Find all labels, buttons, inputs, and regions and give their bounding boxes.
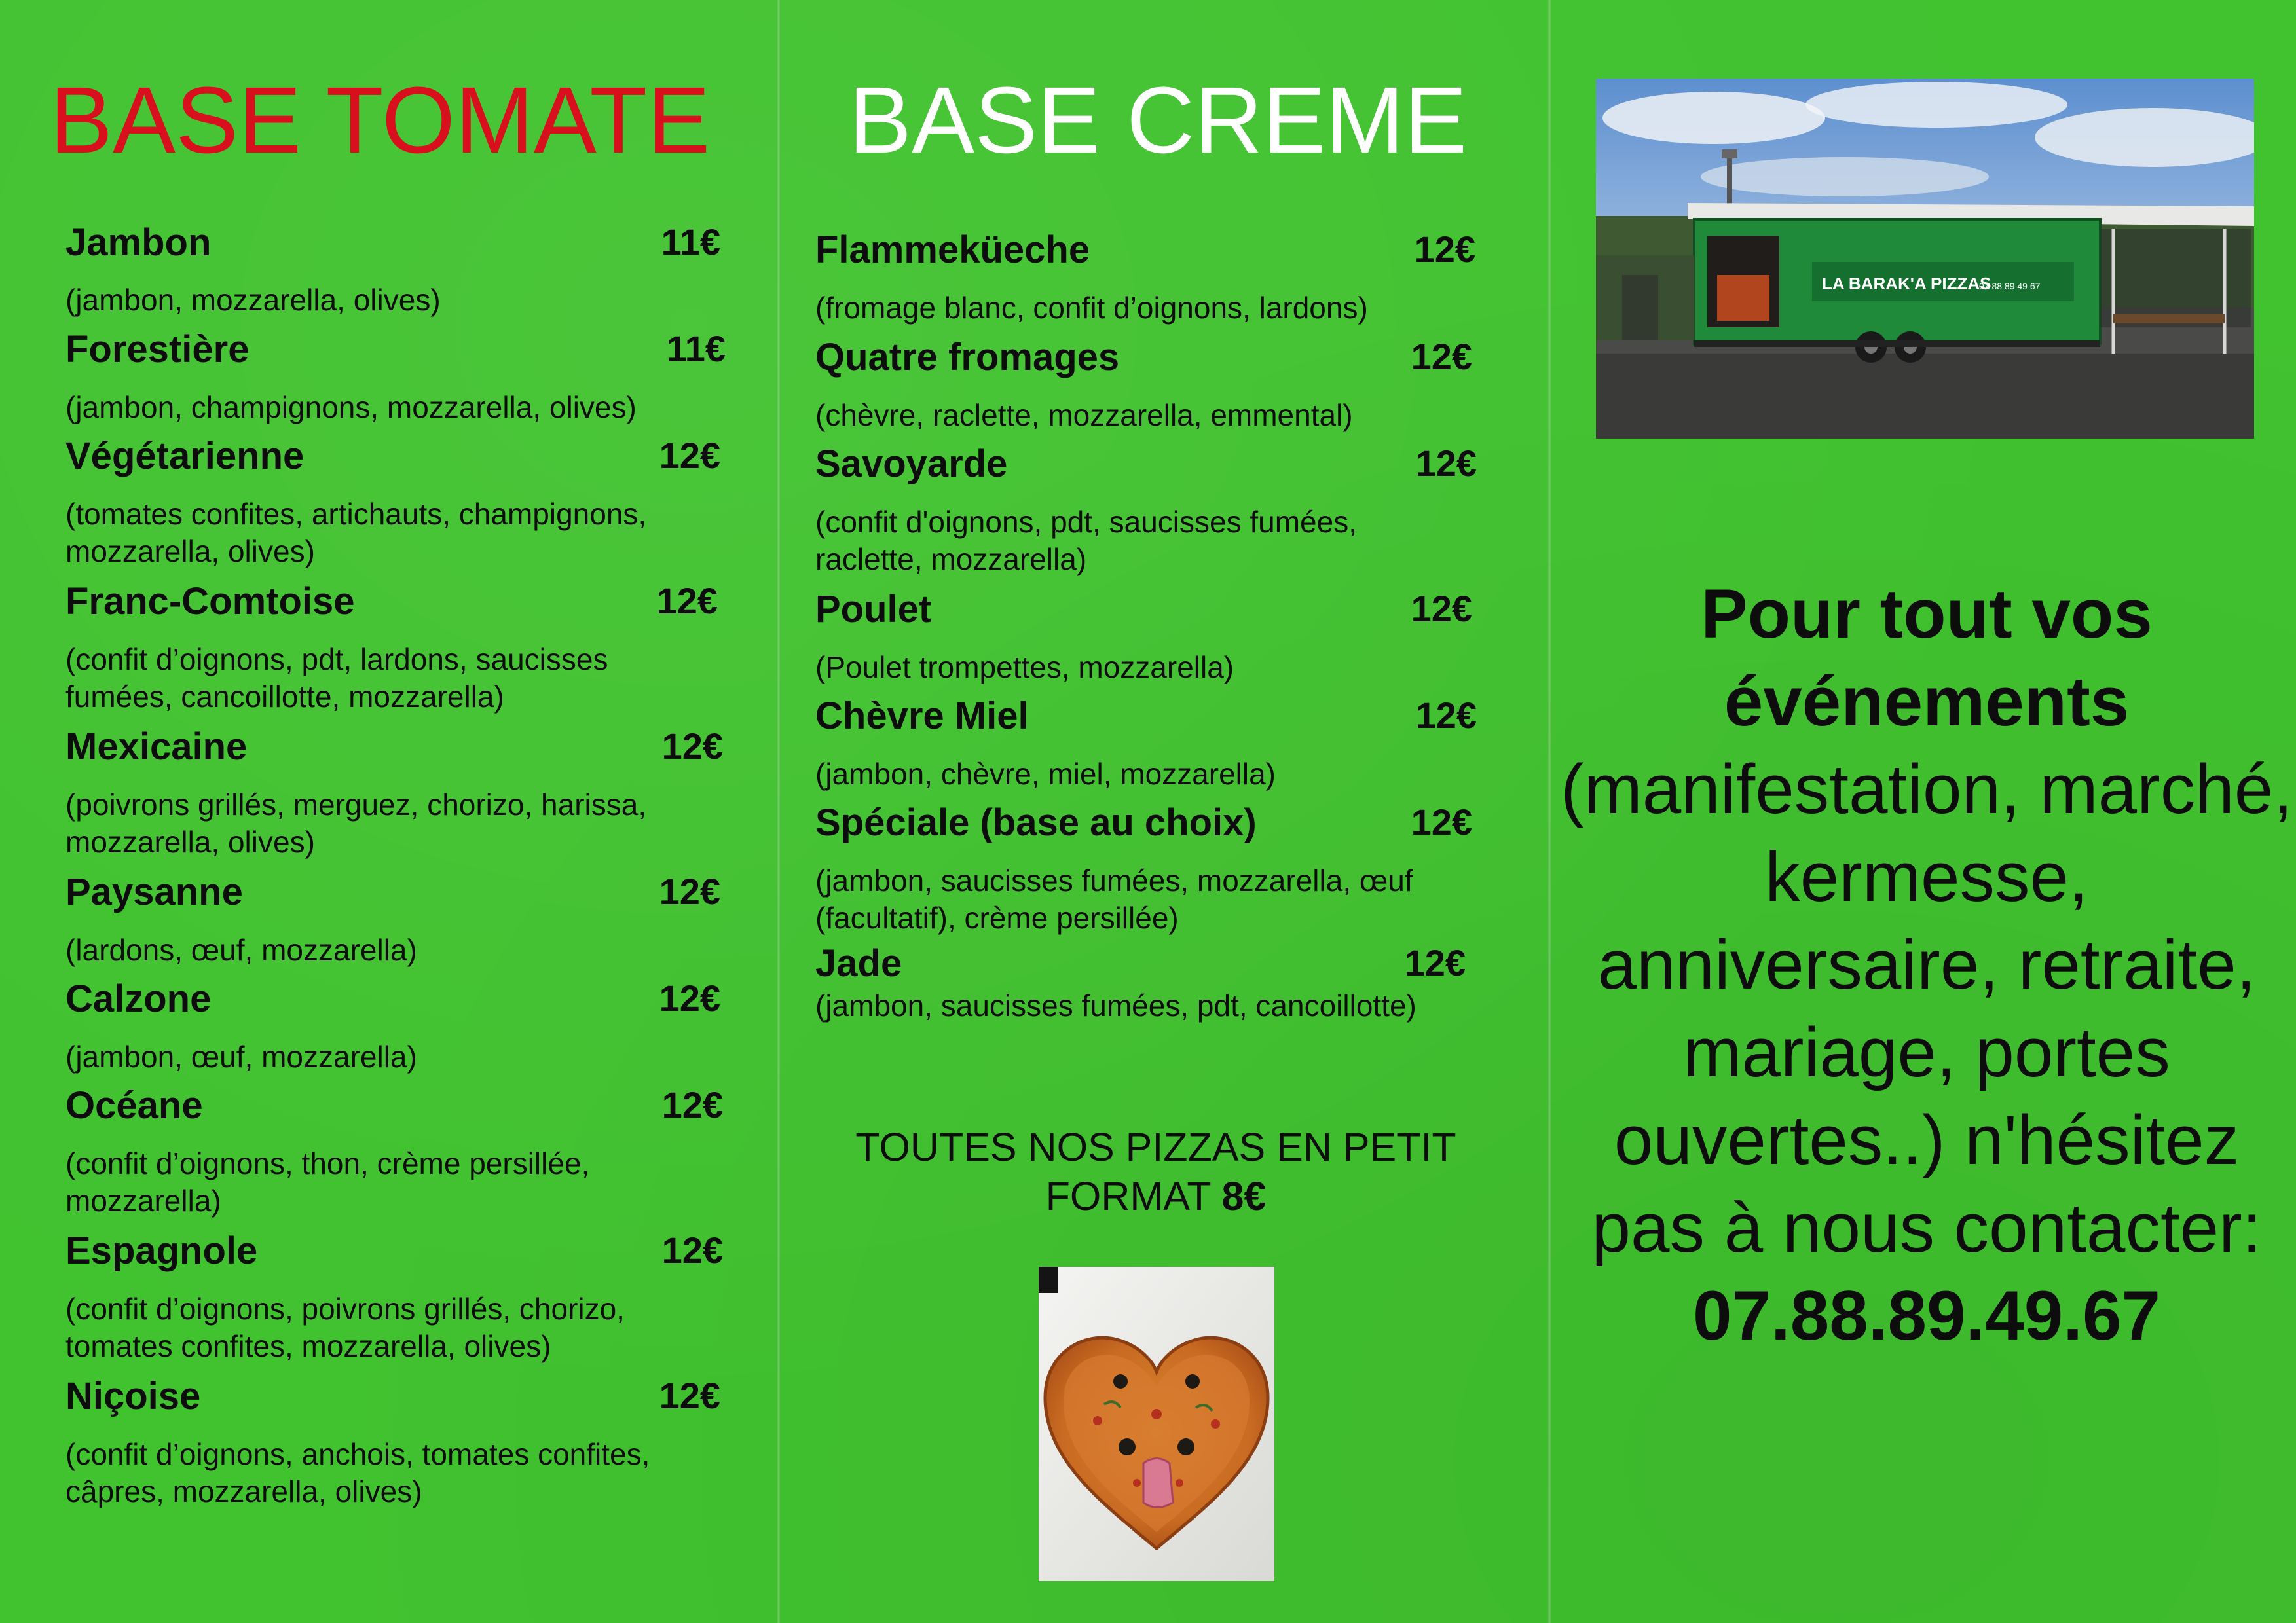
pizza-name: Niçoise <box>65 1375 201 1417</box>
food-truck-photo <box>1596 79 2254 439</box>
pizza-price: 12€ <box>661 725 723 767</box>
pizza-price: 12€ <box>659 1375 720 1416</box>
pizza-price: 12€ <box>1411 588 1472 629</box>
pizza-ingredients: (jambon, saucisses fumées, pdt, cancoillotte) <box>815 989 1416 1023</box>
pizza-ingredients: (jambon, œuf, mozzarella) <box>65 1040 417 1074</box>
small-format-price: 8€ <box>1221 1174 1267 1218</box>
pizza-price: 11€ <box>666 328 726 369</box>
pizza-ingredients: (confit d'oignons, pdt, saucisses fumées, raclette, mozzarella) <box>815 505 1357 576</box>
pizza-ingredients: (confit d’oignons, poivrons grillés, chorizo, tomates confites, mozzarella, olives) <box>65 1292 625 1363</box>
fold-line-right <box>1547 0 1551 1623</box>
pizza-ingredients: (Poulet trompettes, mozzarella) <box>815 650 1234 684</box>
pizza-ingredients: (chèvre, raclette, mozzarella, emmental) <box>815 398 1353 432</box>
pizza-name: Poulet <box>815 588 932 630</box>
pizza-price: 12€ <box>661 1084 723 1125</box>
heading-base-creme: BASE CREME <box>849 67 1468 173</box>
pizza-name: Chèvre Miel <box>815 695 1029 737</box>
pizza-ingredients: (jambon, champignons, mozzarella, olives) <box>65 390 637 424</box>
pizza-price: 12€ <box>1415 695 1477 736</box>
pizza-ingredients: (confit d’oignons, pdt, lardons, saucisses fumées, cancoillotte, mozzarella) <box>65 642 608 714</box>
pizza-ingredients: (confit d’oignons, anchois, tomates confites, câpres, mozzarella, olives) <box>65 1437 650 1508</box>
pizza-ingredients: (jambon, chèvre, miel, mozzarella) <box>815 757 1276 791</box>
pizza-ingredients: (lardons, œuf, mozzarella) <box>65 933 417 967</box>
pizza-name: Forestière <box>65 328 250 371</box>
events-description: (manifestation, marché, kermesse, anniversaire, retraite, mariage, portes ouvertes..) n'hésitez pas à nous contacter: <box>1560 750 2293 1267</box>
pizza-price: 12€ <box>659 977 720 1019</box>
pizza-price: 12€ <box>659 871 720 912</box>
pizza-name: Quatre fromages <box>815 336 1120 378</box>
pizza-name: Végétarienne <box>65 435 305 477</box>
pizza-price: 12€ <box>1414 228 1475 270</box>
pizza-ingredients: (jambon, saucisses fumées, mozzarella, œuf (facultatif), crème persillée) <box>815 864 1413 935</box>
pizza-ingredients: (poivrons grillés, merguez, chorizo, harissa, mozzarella, olives) <box>65 788 647 859</box>
fold-line-left <box>777 0 781 1623</box>
pizza-price: 12€ <box>1411 801 1472 843</box>
pizza-ingredients: (jambon, mozzarella, olives) <box>65 283 441 317</box>
pizza-price: 11€ <box>661 221 720 263</box>
pizza-price: 12€ <box>1411 336 1472 377</box>
pizza-ingredients: (tomates confites, artichauts, champignons, mozzarella, olives) <box>65 497 647 568</box>
heading-base-tomate: BASE TOMATE <box>50 67 711 173</box>
pizza-ingredients: (confit d’oignons, thon, crème persillée, mozzarella) <box>65 1146 590 1218</box>
pizza-price: 12€ <box>659 435 720 476</box>
truck-sign-text: LA BARAK'A PIZZAS <box>1822 274 1991 293</box>
pizza-ingredients: (fromage blanc, confit d’oignons, lardons) <box>815 291 1368 325</box>
events-invitation <box>1560 570 2293 1359</box>
contact-phone[interactable]: 07.88.89.49.67 <box>1693 1276 2160 1355</box>
pizza-name: Spéciale (base au choix) <box>815 801 1257 844</box>
pizza-name: Flammeküeche <box>815 228 1090 271</box>
pizza-price: 12€ <box>1415 443 1477 484</box>
pizza-name: Franc-Comtoise <box>65 580 355 623</box>
pizza-price: 12€ <box>656 580 718 621</box>
pizza-price: 12€ <box>1404 942 1466 983</box>
pizza-name: Paysanne <box>65 871 243 913</box>
small-format-text: TOUTES NOS PIZZAS EN PETIT FORMAT <box>855 1125 1456 1218</box>
pizza-name: Jade <box>815 942 902 985</box>
pizza-price: 12€ <box>661 1230 723 1271</box>
pizza-name: Calzone <box>65 977 212 1020</box>
truck-phone-text: 07 88 89 49 67 <box>1979 281 2041 291</box>
heart-pizza-photo <box>1039 1267 1274 1581</box>
pizza-name: Jambon <box>65 221 212 264</box>
events-heading: Pour tout vos événements <box>1701 574 2153 740</box>
small-format-note <box>812 1123 1500 1221</box>
pizza-name: Espagnole <box>65 1230 258 1272</box>
pizza-name: Océane <box>65 1084 203 1127</box>
pizza-name: Savoyarde <box>815 443 1008 485</box>
pizza-name: Mexicaine <box>65 725 248 768</box>
